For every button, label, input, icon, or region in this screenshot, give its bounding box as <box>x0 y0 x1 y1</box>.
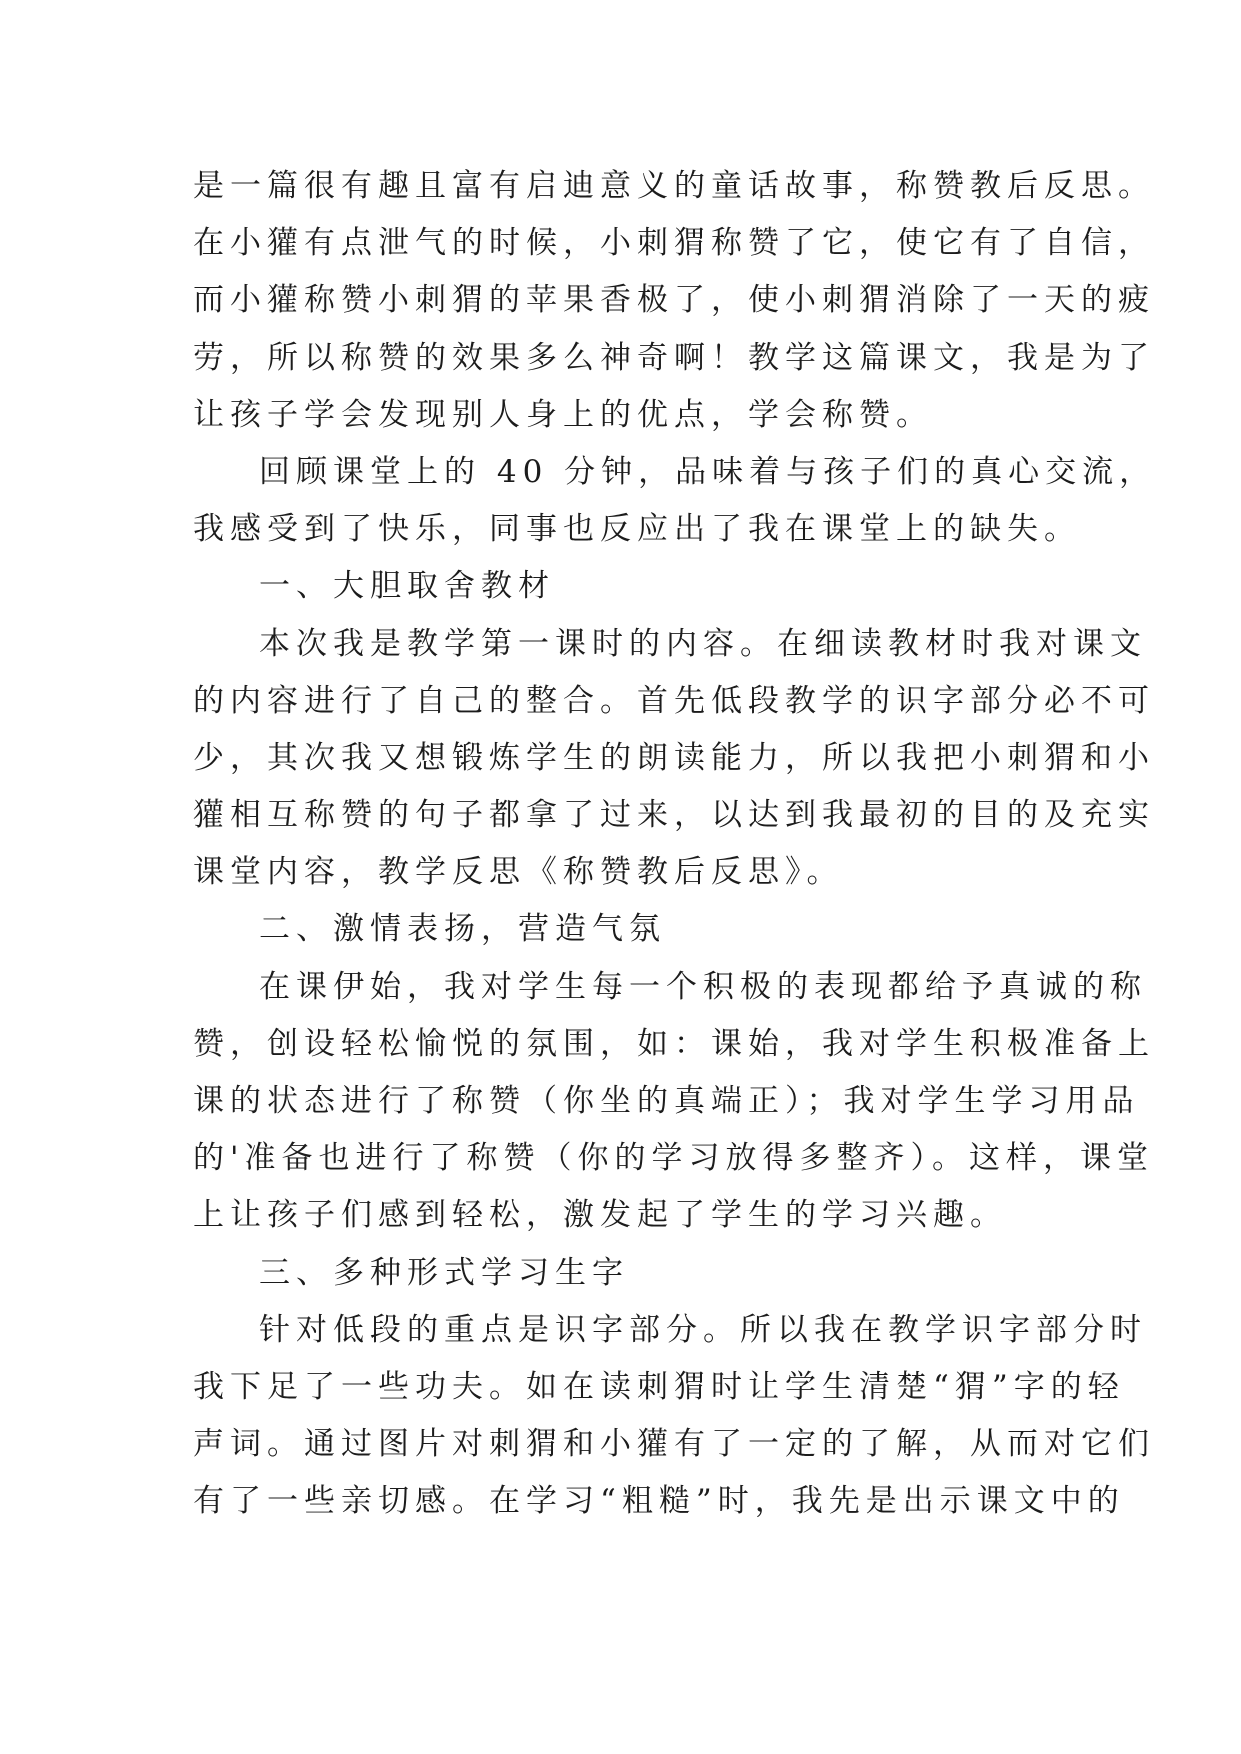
text-line: 上让孩子们感到轻松，激发起了学生的学习兴趣。 <box>193 1197 1007 1234</box>
text-line: 少，其次我又想锻炼学生的朗读能力，所以我把小刺猬和小 <box>193 739 1155 776</box>
text-line: 让孩子学会发现别人身上的优点，学会称赞。 <box>193 396 933 433</box>
text-line: 的内容进行了自己的整合。首先低段教学的识字部分必不可 <box>193 682 1155 719</box>
text-line: 是一篇很有趣且富有启迪意义的童话故事，称赞教后反思。 <box>193 168 1155 204</box>
paragraph-first-line: 在课伊始，我对学生每一个积极的表现都给予真诚的称 <box>259 968 1147 1005</box>
text-line: 而小獾称赞小刺猬的苹果香极了，使小刺猬消除了一天的疲 <box>193 282 1155 319</box>
text-line: 在小獾有点泄气的时候，小刺猬称赞了它，使它有了自信， <box>193 225 1155 262</box>
text-line: 课堂内容，教学反思《称赞教后反思》。 <box>193 854 844 891</box>
text-line: 我感受到了快乐，同事也反应出了我在课堂上的缺失。 <box>193 511 1081 548</box>
text-line: 的'准备也进行了称赞（你的学习放得多整齐）。这样，课堂 <box>193 1140 1155 1177</box>
section-heading: 一、大胆取舍教材 <box>259 568 555 605</box>
text-line: 声词。通过图片对刺猬和小獾有了一定的了解，从而对它们 <box>193 1426 1155 1463</box>
paragraph-first-line: 本次我是教学第一课时的内容。在细读教材时我对课文 <box>259 625 1147 662</box>
paragraph-first-line: 针对低段的重点是识字部分。所以我在教学识字部分时 <box>259 1311 1147 1348</box>
text-line: 课的状态进行了称赞（你坐的真端正）；我对学生学习用品 <box>193 1083 1140 1119</box>
section-heading: 二、激情表扬，营造气氛 <box>259 911 666 948</box>
text-line: 獾相互称赞的句子都拿了过来，以达到我最初的目的及充实 <box>193 797 1155 834</box>
body-text <box>193 158 1157 1531</box>
paragraph-first-line: 回顾课堂上的 40 分钟，品味着与孩子们的真心交流， <box>259 453 1157 490</box>
text-line: 劳，所以称赞的效果多么神奇啊！教学这篇课文，我是为了 <box>193 339 1155 376</box>
section-heading: 三、多种形式学习生字 <box>259 1254 629 1291</box>
text-line: 有了一些亲切感。在学习“粗糙”时，我先是出示课文中的 <box>193 1483 1125 1520</box>
text-line: 赞，创设轻松愉悦的氛围，如：课始，我对学生积极准备上 <box>193 1025 1155 1062</box>
text-line: 我下足了一些功夫。如在读刺猬时让学生清楚“猬”字的轻 <box>193 1368 1125 1405</box>
